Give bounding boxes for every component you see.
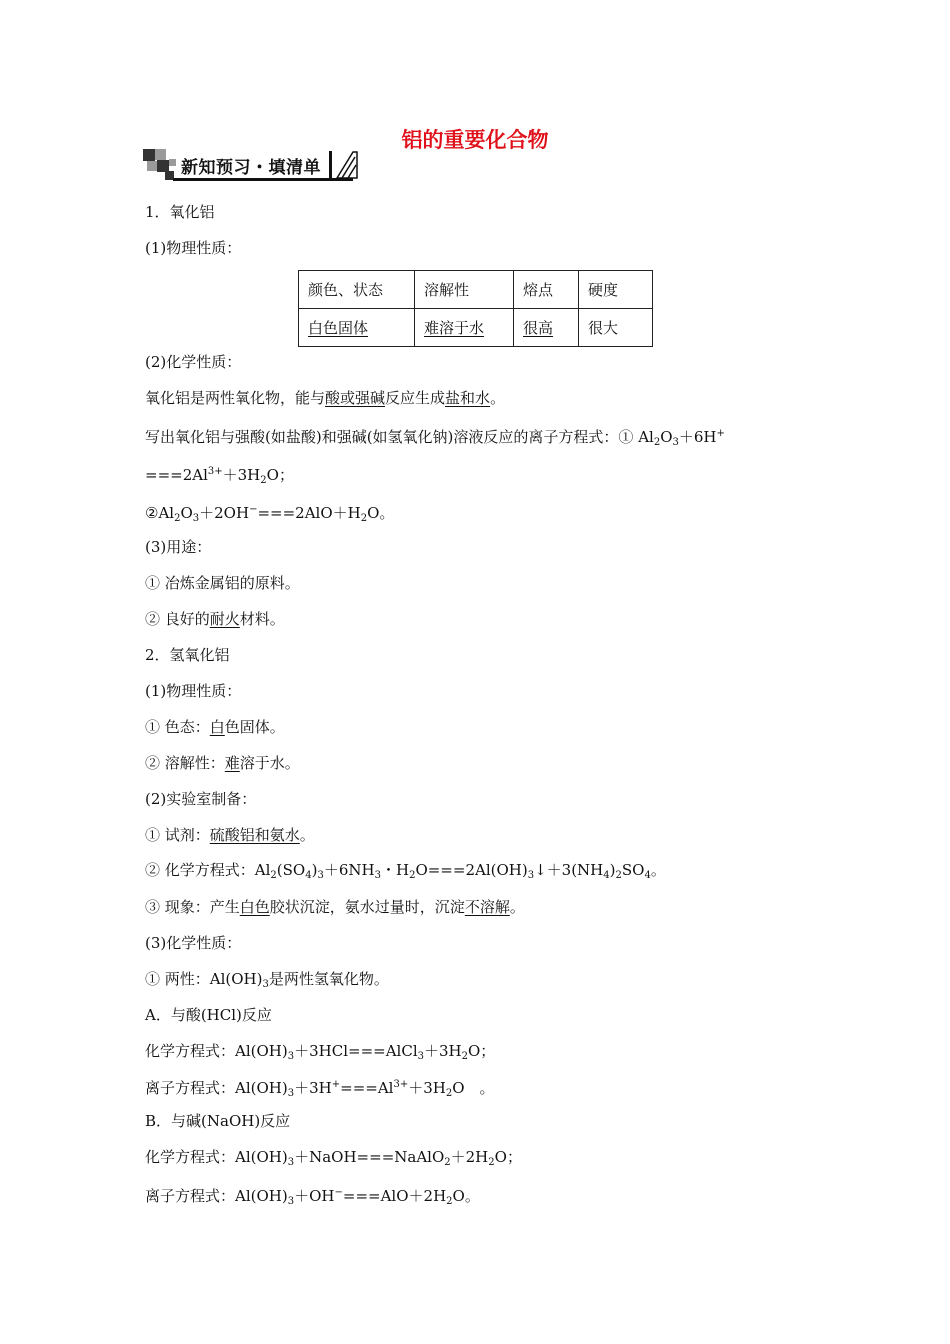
text-span: ① 两性： — [145, 970, 210, 988]
page-title: 铝的重要化合物 — [401, 128, 549, 152]
table-header-row — [299, 271, 653, 309]
answer-fill: 难溶于水 — [424, 319, 485, 337]
section-banner-label: 新知预习・填清单 — [181, 158, 321, 178]
text-span: 反应生成 — [385, 389, 446, 407]
text-line: 写出氧化铝与强酸(如盐酸)和强碱(如氢氧化钠)溶液反应的离子方程式：① $Al_2O_3+6H^+$ — [145, 428, 725, 448]
text-span: ① 试剂： — [145, 826, 210, 844]
banner-decoration-square — [155, 149, 166, 160]
text-span: ③ 现象：产生 — [145, 898, 240, 916]
text-line — [145, 753, 300, 773]
text-span: ② 化学方程式： — [145, 861, 255, 879]
banner-slash-icon — [333, 149, 359, 181]
equation-line: 离子方程式：$Al(OH)_3+3H^+===Al^{3+}+3H_2O$ 。 — [145, 1079, 495, 1099]
answer-fill: 白色 — [239, 898, 270, 916]
subsection-label: (3)化学性质： — [145, 934, 242, 952]
text-span: 色固体。 — [224, 718, 285, 736]
subsection-label: (3)用途： — [145, 538, 212, 556]
answer-fill: 耐火 — [209, 610, 240, 628]
table-header-cell: 颜色、状态 — [299, 271, 415, 309]
text-span: 。 — [490, 389, 506, 407]
subsection-label: (1)物理性质： — [145, 682, 242, 700]
table-cell — [415, 309, 514, 347]
text-span: ② 良好的 — [145, 610, 210, 628]
text-line: ① 两性：$Al(OH)_3$是两性氢氧化物。 — [145, 970, 389, 990]
banner-underline — [173, 178, 353, 181]
subsection-label: (1)物理性质： — [145, 239, 242, 257]
banner-decoration-square — [147, 161, 157, 171]
text-span: ② 溶解性： — [145, 754, 225, 772]
banner-bar — [329, 151, 332, 178]
text-span: 胶状沉淀，氨水过量时，沉淀 — [269, 898, 465, 916]
subsection-label: (2)化学性质： — [145, 353, 242, 371]
answer-fill: 硫酸铝和氨水 — [209, 826, 300, 844]
text-span: 化学方程式： — [145, 1148, 236, 1166]
text-span: 离子方程式： — [145, 1079, 236, 1097]
subsection-label: (2)实验室制备： — [145, 790, 257, 808]
text-span: 化学方程式： — [145, 1042, 236, 1060]
equation-line: $②Al_2O_3+2OH^-===2AlO+H_2O$。 — [145, 504, 395, 524]
text-span: 材料。 — [239, 610, 285, 628]
text-span: 氧化铝是两性氧化物，能与 — [145, 389, 326, 407]
banner-decoration-square — [143, 149, 155, 161]
text-line — [145, 717, 285, 737]
text-line: ① 冶炼金属铝的原料。 — [145, 574, 300, 592]
text-span: 写出氧化铝与强酸(如盐酸)和强碱(如氢氧化钠)溶液反应的离子方程式：① — [145, 428, 634, 446]
section-heading: 1．氧化铝 — [145, 203, 215, 221]
text-span: ① 色态： — [145, 718, 210, 736]
answer-fill: 白色固体 — [308, 319, 369, 337]
equation-line: 化学方程式：$Al(OH)_3+NaOH===NaAlO_2+2H_2O$； — [145, 1148, 522, 1168]
text-span: 。 — [299, 826, 315, 844]
section-heading: 2．氢氧化铝 — [145, 646, 230, 664]
text-line — [145, 825, 315, 845]
table-header-cell: 硬度 — [579, 271, 653, 309]
answer-fill: 白 — [209, 718, 225, 736]
table-header-cell: 熔点 — [514, 271, 579, 309]
equation-line: $===2Al^{3+}+3H_2O$； — [145, 466, 294, 486]
answer-fill: 盐和水 — [445, 389, 491, 407]
text-line: A．与酸(HCl)反应 — [145, 1006, 272, 1024]
text-line — [145, 388, 505, 408]
table-row — [299, 309, 653, 347]
answer-fill: 很高 — [523, 319, 554, 337]
section-banner — [143, 147, 361, 183]
text-span: 。 — [509, 898, 525, 916]
table-cell: 很大 — [579, 309, 653, 347]
equation-line: ② 化学方程式：$Al_2(SO_4)_3+6NH_3$・$H_2O===2Al(OH)_3↓+3(NH_4)_2SO_4$。 — [145, 861, 666, 881]
text-line — [145, 609, 285, 629]
banner-decoration-square — [169, 159, 176, 166]
text-line: B．与碱(NaOH)反应 — [145, 1112, 291, 1130]
text-span: 离子方程式： — [145, 1187, 236, 1205]
properties-table — [298, 270, 653, 347]
text-span: 溶于水。 — [239, 754, 300, 772]
table-cell — [299, 309, 415, 347]
answer-fill: 酸或强碱 — [325, 389, 386, 407]
text-span: 是两性氢氧化物。 — [268, 970, 389, 988]
table-cell — [514, 309, 579, 347]
equation-line: 化学方程式：$Al(OH)_3+3HCl===AlCl_3+3H_2O$； — [145, 1042, 496, 1062]
answer-fill: 不溶解 — [464, 898, 510, 916]
table-header-cell: 溶解性 — [415, 271, 514, 309]
text-line — [145, 897, 525, 917]
answer-fill: 难 — [224, 754, 240, 772]
equation-line: 离子方程式：$Al(OH)_3+OH^-===AlO+2H_2O$。 — [145, 1187, 480, 1207]
